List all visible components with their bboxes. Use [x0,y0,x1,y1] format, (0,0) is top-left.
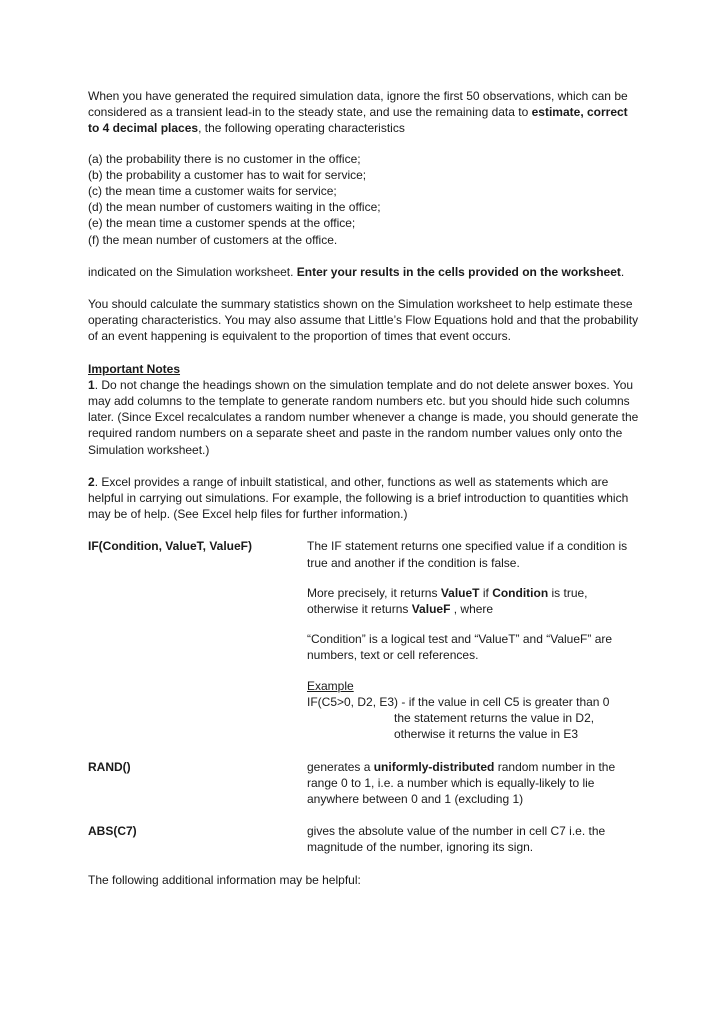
list-item: (e) the mean time a customer spends at the office; [88,216,356,231]
function-rand [88,759,640,808]
example-line-1: IF(C5>0, D2, E3) - if the value in cell C5 is greater than 0 [307,694,610,709]
function-if [88,538,640,742]
indicated-paragraph [88,264,640,280]
example-block [307,694,640,743]
function-rand-description: generates a uniformly-distributed random number in the range 0 to 1, i.e. a number which is equally-likely to lie anywhere between 0 and 1 (excluding 1) [307,759,616,806]
intro-text-end: , the following operating characteristics [198,121,405,136]
characteristics-list [88,151,640,248]
note-2-text: . Excel provides a range of inbuilt statistical, and other, functions as well as statements which are helpful in carrying out simulations. For example, the following is a brief introduction to quantities which may be of help. (See Excel help files for further information.) [88,474,629,522]
list-item: (c) the mean time a customer waits for service; [88,184,337,199]
note-1-number: 1 [88,377,95,392]
function-abs-description: gives the absolute value of the number in cell C7 i.e. the magnitude of the number, ignoring its sign. [307,824,606,855]
note-1 [88,377,640,458]
indicated-emphasis: Enter your results in the cells provided on the worksheet [296,264,621,279]
note-1-text: . Do not change the headings shown on the simulation template and do not delete answer boxes. You may add columns to the template to generate random numbers etc. but you should hide such columns later. (Since Excel recalculates a random number whenever a change is made, you should generate the required random numbers on a separate sheet and paste in the random number values only onto the Simulation worksheet.) [88,377,639,457]
example-label: Example [307,678,354,693]
closing-paragraph: The following additional information may be helpful: [88,872,361,887]
list-item: (b) the probability a customer has to wait for service; [88,167,367,182]
example-line-3: otherwise it returns the value in E3 [394,727,579,742]
if-desc-3: “Condition” is a logical test and “ValueT” and “ValueF” are numbers, text or cell references. [307,632,613,663]
example-line-2: the statement returns the value in D2, [394,711,595,726]
indicated-end: . [620,264,625,279]
function-abs-name: ABS(C7) [88,824,137,839]
notes-heading: Important Notes [88,361,181,376]
summary-paragraph: You should calculate the summary statistics shown on the Simulation worksheet to help estimate these operating characteristics. You may also assume that Little’s Flow Equations hold and that the probability of an event happening is equivalent to the proportion of times that event occurs. [88,297,639,344]
list-item: (a) the probability there is no customer in the office; [88,151,361,166]
function-if-description [307,538,640,742]
if-desc-1: The IF statement returns one specified value if a condition is true and another if the condition is false. [307,539,628,570]
note-2-number: 2 [88,474,95,489]
intro-paragraph [88,88,640,137]
function-if-name: IF(Condition, ValueT, ValueF) [88,539,253,554]
document-body [88,88,640,888]
note-2 [88,474,640,523]
intro-text: When you have generated the required simulation data, ignore the first 50 observations, which can be considered as a transient lead-in to the steady state, and use the remaining data to [88,89,628,120]
function-rand-name: RAND() [88,759,131,774]
function-abs [88,823,640,855]
intro-emphasis: estimate, correct to 4 decimal places [88,105,628,136]
list-item: (d) the mean number of customers waiting in the office; [88,200,381,215]
if-desc-2: More precisely, it returns ValueT if Condition is true, otherwise it returns ValueF , where [307,585,588,617]
list-item: (f) the mean number of customers at the office. [88,232,338,247]
indicated-text: indicated on the Simulation worksheet. [88,264,297,279]
